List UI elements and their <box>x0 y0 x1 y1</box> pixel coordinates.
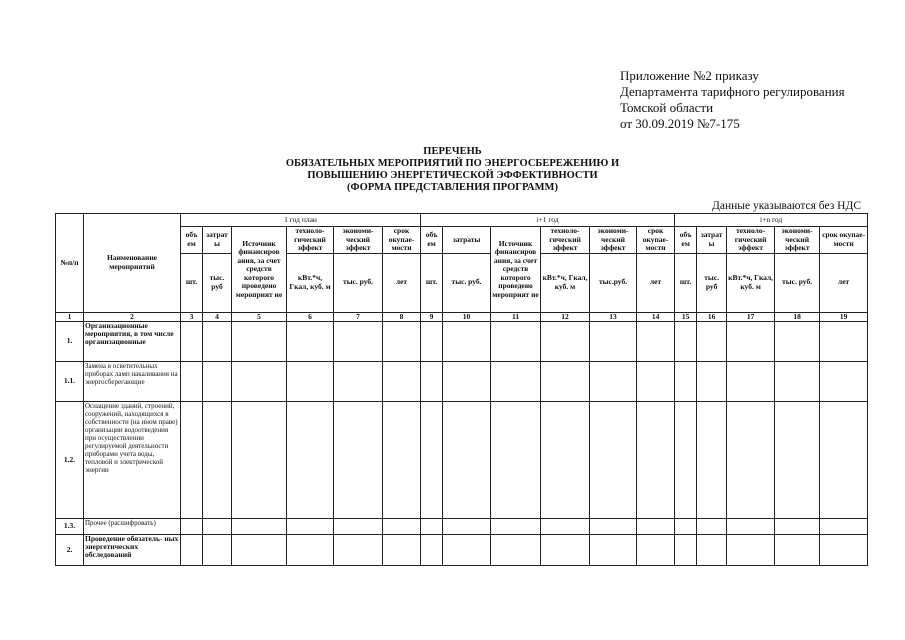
col-header: техноло- гический эффект <box>541 227 590 254</box>
unit-cell: тыс. руб. <box>775 253 820 312</box>
col-header-name: Наименование мероприятий <box>84 214 181 313</box>
table-cell <box>334 519 383 535</box>
column-number: 15 <box>675 312 697 322</box>
table-cell <box>287 535 334 566</box>
table-cell <box>727 402 775 519</box>
table-cell <box>590 519 637 535</box>
table-cell <box>820 322 868 362</box>
column-number: 2 <box>84 312 181 322</box>
table-row <box>56 322 868 362</box>
col-header: затрат ы <box>203 227 232 254</box>
col-header: срок окупае- мости <box>383 227 421 254</box>
table-cell <box>334 362 383 402</box>
table-cell <box>443 362 491 402</box>
col-header: объ ем <box>421 227 443 254</box>
table-cell <box>383 362 421 402</box>
table-cell <box>443 535 491 566</box>
col-header: экономи- ческий эффект <box>590 227 637 254</box>
column-number: 6 <box>287 312 334 322</box>
table-cell <box>383 535 421 566</box>
table-row <box>56 362 868 402</box>
column-number: 18 <box>775 312 820 322</box>
table-cell <box>697 519 727 535</box>
table-cell <box>727 362 775 402</box>
column-number: 12 <box>541 312 590 322</box>
row-name: Проведение обязатель- ных энергетических обследований <box>84 535 181 566</box>
col-header: техноло- гический эффект <box>727 227 775 254</box>
title-line: ПЕРЕЧЕНЬ <box>423 146 482 157</box>
table-cell <box>181 519 203 535</box>
col-header: экономи- ческий эффект <box>775 227 820 254</box>
column-number: 11 <box>491 312 541 322</box>
table-cell <box>775 362 820 402</box>
table-cell <box>820 402 868 519</box>
table-cell <box>443 402 491 519</box>
table-cell <box>697 362 727 402</box>
unit-cell: шт. <box>421 253 443 312</box>
table-cell <box>181 535 203 566</box>
group-header: i+1 год <box>421 214 675 227</box>
table-cell <box>541 362 590 402</box>
col-header: затраты <box>443 227 491 254</box>
unit-cell: лет <box>383 253 421 312</box>
table-cell <box>727 519 775 535</box>
col-header: объ ем <box>181 227 203 254</box>
table-cell <box>637 362 675 402</box>
table-cell <box>334 402 383 519</box>
table-cell <box>590 402 637 519</box>
table-cell <box>443 519 491 535</box>
column-number: 1 <box>56 312 84 322</box>
table-cell <box>181 322 203 362</box>
table-cell <box>590 322 637 362</box>
table-cell <box>541 402 590 519</box>
row-number: 1.2. <box>56 402 84 519</box>
table-cell <box>775 402 820 519</box>
column-number: 17 <box>727 312 775 322</box>
table-cell <box>775 519 820 535</box>
row-name: Прочее (расшифровать) <box>84 519 181 535</box>
col-header: объ ем <box>675 227 697 254</box>
table-cell <box>697 402 727 519</box>
column-number: 16 <box>697 312 727 322</box>
table-cell <box>287 519 334 535</box>
title-line: ПОВЫШЕНИЮ ЭНЕРГЕТИЧЕСКОЙ ЭФФЕКТИВНОСТИ <box>307 170 598 181</box>
table-cell <box>232 535 287 566</box>
table-cell <box>203 402 232 519</box>
table-cell <box>491 322 541 362</box>
table-cell <box>541 519 590 535</box>
table-cell <box>334 535 383 566</box>
vat-note: Данные указываются без НДС <box>712 200 861 212</box>
table-cell <box>727 322 775 362</box>
table-cell <box>383 519 421 535</box>
table-cell <box>637 535 675 566</box>
appendix-line: Приложение №2 приказу <box>620 68 759 83</box>
table-cell <box>491 362 541 402</box>
column-number: 8 <box>383 312 421 322</box>
table-cell <box>491 402 541 519</box>
table-cell <box>232 362 287 402</box>
unit-cell: шт. <box>181 253 203 312</box>
measures-table <box>55 213 868 566</box>
table-cell <box>637 402 675 519</box>
row-name: Замена в осветительных приборах ламп накаливания на энергосберегающие <box>84 362 181 402</box>
appendix-block <box>620 68 845 132</box>
table-cell <box>820 519 868 535</box>
table-cell <box>334 322 383 362</box>
document-title <box>0 146 905 194</box>
col-header: Источник финансиров ания, за счет средств которого проведено мероприят ие <box>232 227 287 313</box>
row-number: 1.3. <box>56 519 84 535</box>
table-cell <box>287 322 334 362</box>
table-cell <box>383 322 421 362</box>
table-cell <box>820 535 868 566</box>
table-cell <box>203 519 232 535</box>
table-cell <box>443 322 491 362</box>
table-cell <box>491 535 541 566</box>
unit-cell: тыс.руб. <box>590 253 637 312</box>
unit-cell: шт. <box>675 253 697 312</box>
column-number: 3 <box>181 312 203 322</box>
unit-cell: лет <box>637 253 675 312</box>
table-cell <box>421 402 443 519</box>
table-cell <box>203 362 232 402</box>
table-cell <box>675 519 697 535</box>
table-row <box>56 519 868 535</box>
unit-cell: тыс. руб. <box>334 253 383 312</box>
table-cell <box>675 402 697 519</box>
row-name: Организационные мероприятия, в том числе организационные <box>84 322 181 362</box>
row-number: 2. <box>56 535 84 566</box>
table-cell <box>541 322 590 362</box>
col-header: затрат ы <box>697 227 727 254</box>
table-cell <box>232 519 287 535</box>
col-header: срок окупае- мости <box>820 227 868 254</box>
row-name: Оснащение зданий, строений, сооружений, находящихся в собственности (на ином праве) организации водоотведения при осуществлении регулируемой деятельности приборами учета воды, тепловой и электрической энергии <box>84 402 181 519</box>
table-cell <box>491 519 541 535</box>
group-header: i+n год <box>675 214 868 227</box>
table-cell <box>697 535 727 566</box>
col-header: техноло- гический эффект <box>287 227 334 254</box>
column-number: 9 <box>421 312 443 322</box>
appendix-line: Департамента тарифного регулирования <box>620 84 845 99</box>
table-cell <box>637 519 675 535</box>
table-cell <box>727 535 775 566</box>
table-cell <box>203 322 232 362</box>
col-header: срок окупае- мости <box>637 227 675 254</box>
table-cell <box>675 362 697 402</box>
table-cell <box>181 362 203 402</box>
table-cell <box>775 322 820 362</box>
column-number-row <box>56 312 868 322</box>
unit-cell: тыс. руб. <box>443 253 491 312</box>
table-cell <box>637 322 675 362</box>
appendix-line: от 30.09.2019 №7-175 <box>620 116 740 131</box>
table-cell <box>181 402 203 519</box>
col-header-no: №п/п <box>56 214 84 313</box>
table-cell <box>287 362 334 402</box>
title-line: (ФОРМА ПРЕДСТАВЛЕНИЯ ПРОГРАММ) <box>347 182 558 193</box>
table-cell <box>421 362 443 402</box>
table-cell <box>203 535 232 566</box>
table-cell <box>541 535 590 566</box>
unit-cell: тыс. руб <box>697 253 727 312</box>
column-number: 14 <box>637 312 675 322</box>
unit-cell: лет <box>820 253 868 312</box>
col-header: экономи- ческий эффект <box>334 227 383 254</box>
group-header: 1 год план <box>181 214 421 227</box>
table-row <box>56 535 868 566</box>
table-cell <box>287 402 334 519</box>
column-number: 19 <box>820 312 868 322</box>
table-cell <box>232 322 287 362</box>
unit-cell: кВт.*ч, Гкал, куб. м <box>727 253 775 312</box>
unit-cell: кВт.*ч, Гкал, куб. м <box>541 253 590 312</box>
column-number: 13 <box>590 312 637 322</box>
row-number: 1. <box>56 322 84 362</box>
column-number: 10 <box>443 312 491 322</box>
table-cell <box>232 402 287 519</box>
row-number: 1.1. <box>56 362 84 402</box>
table-cell <box>775 535 820 566</box>
appendix-line: Томской области <box>620 100 714 115</box>
table-cell <box>820 362 868 402</box>
table-cell <box>421 535 443 566</box>
table-cell <box>675 535 697 566</box>
column-number: 4 <box>203 312 232 322</box>
unit-cell: кВт.*ч, Гкал, куб. м <box>287 253 334 312</box>
table-cell <box>697 322 727 362</box>
table-cell <box>590 362 637 402</box>
column-number: 7 <box>334 312 383 322</box>
table-cell <box>590 535 637 566</box>
unit-cell: тыс. руб <box>203 253 232 312</box>
table-cell <box>421 322 443 362</box>
col-header: Источник финансиров ания, за счет средств которого проведено мероприят ие <box>491 227 541 313</box>
title-line: ОБЯЗАТЕЛЬНЫХ МЕРОПРИЯТИЙ ПО ЭНЕРГОСБЕРЕЖЕНИЮ И <box>285 158 620 169</box>
table-cell <box>421 519 443 535</box>
table-cell <box>383 402 421 519</box>
table-row <box>56 402 868 519</box>
table-cell <box>675 322 697 362</box>
column-number: 5 <box>232 312 287 322</box>
